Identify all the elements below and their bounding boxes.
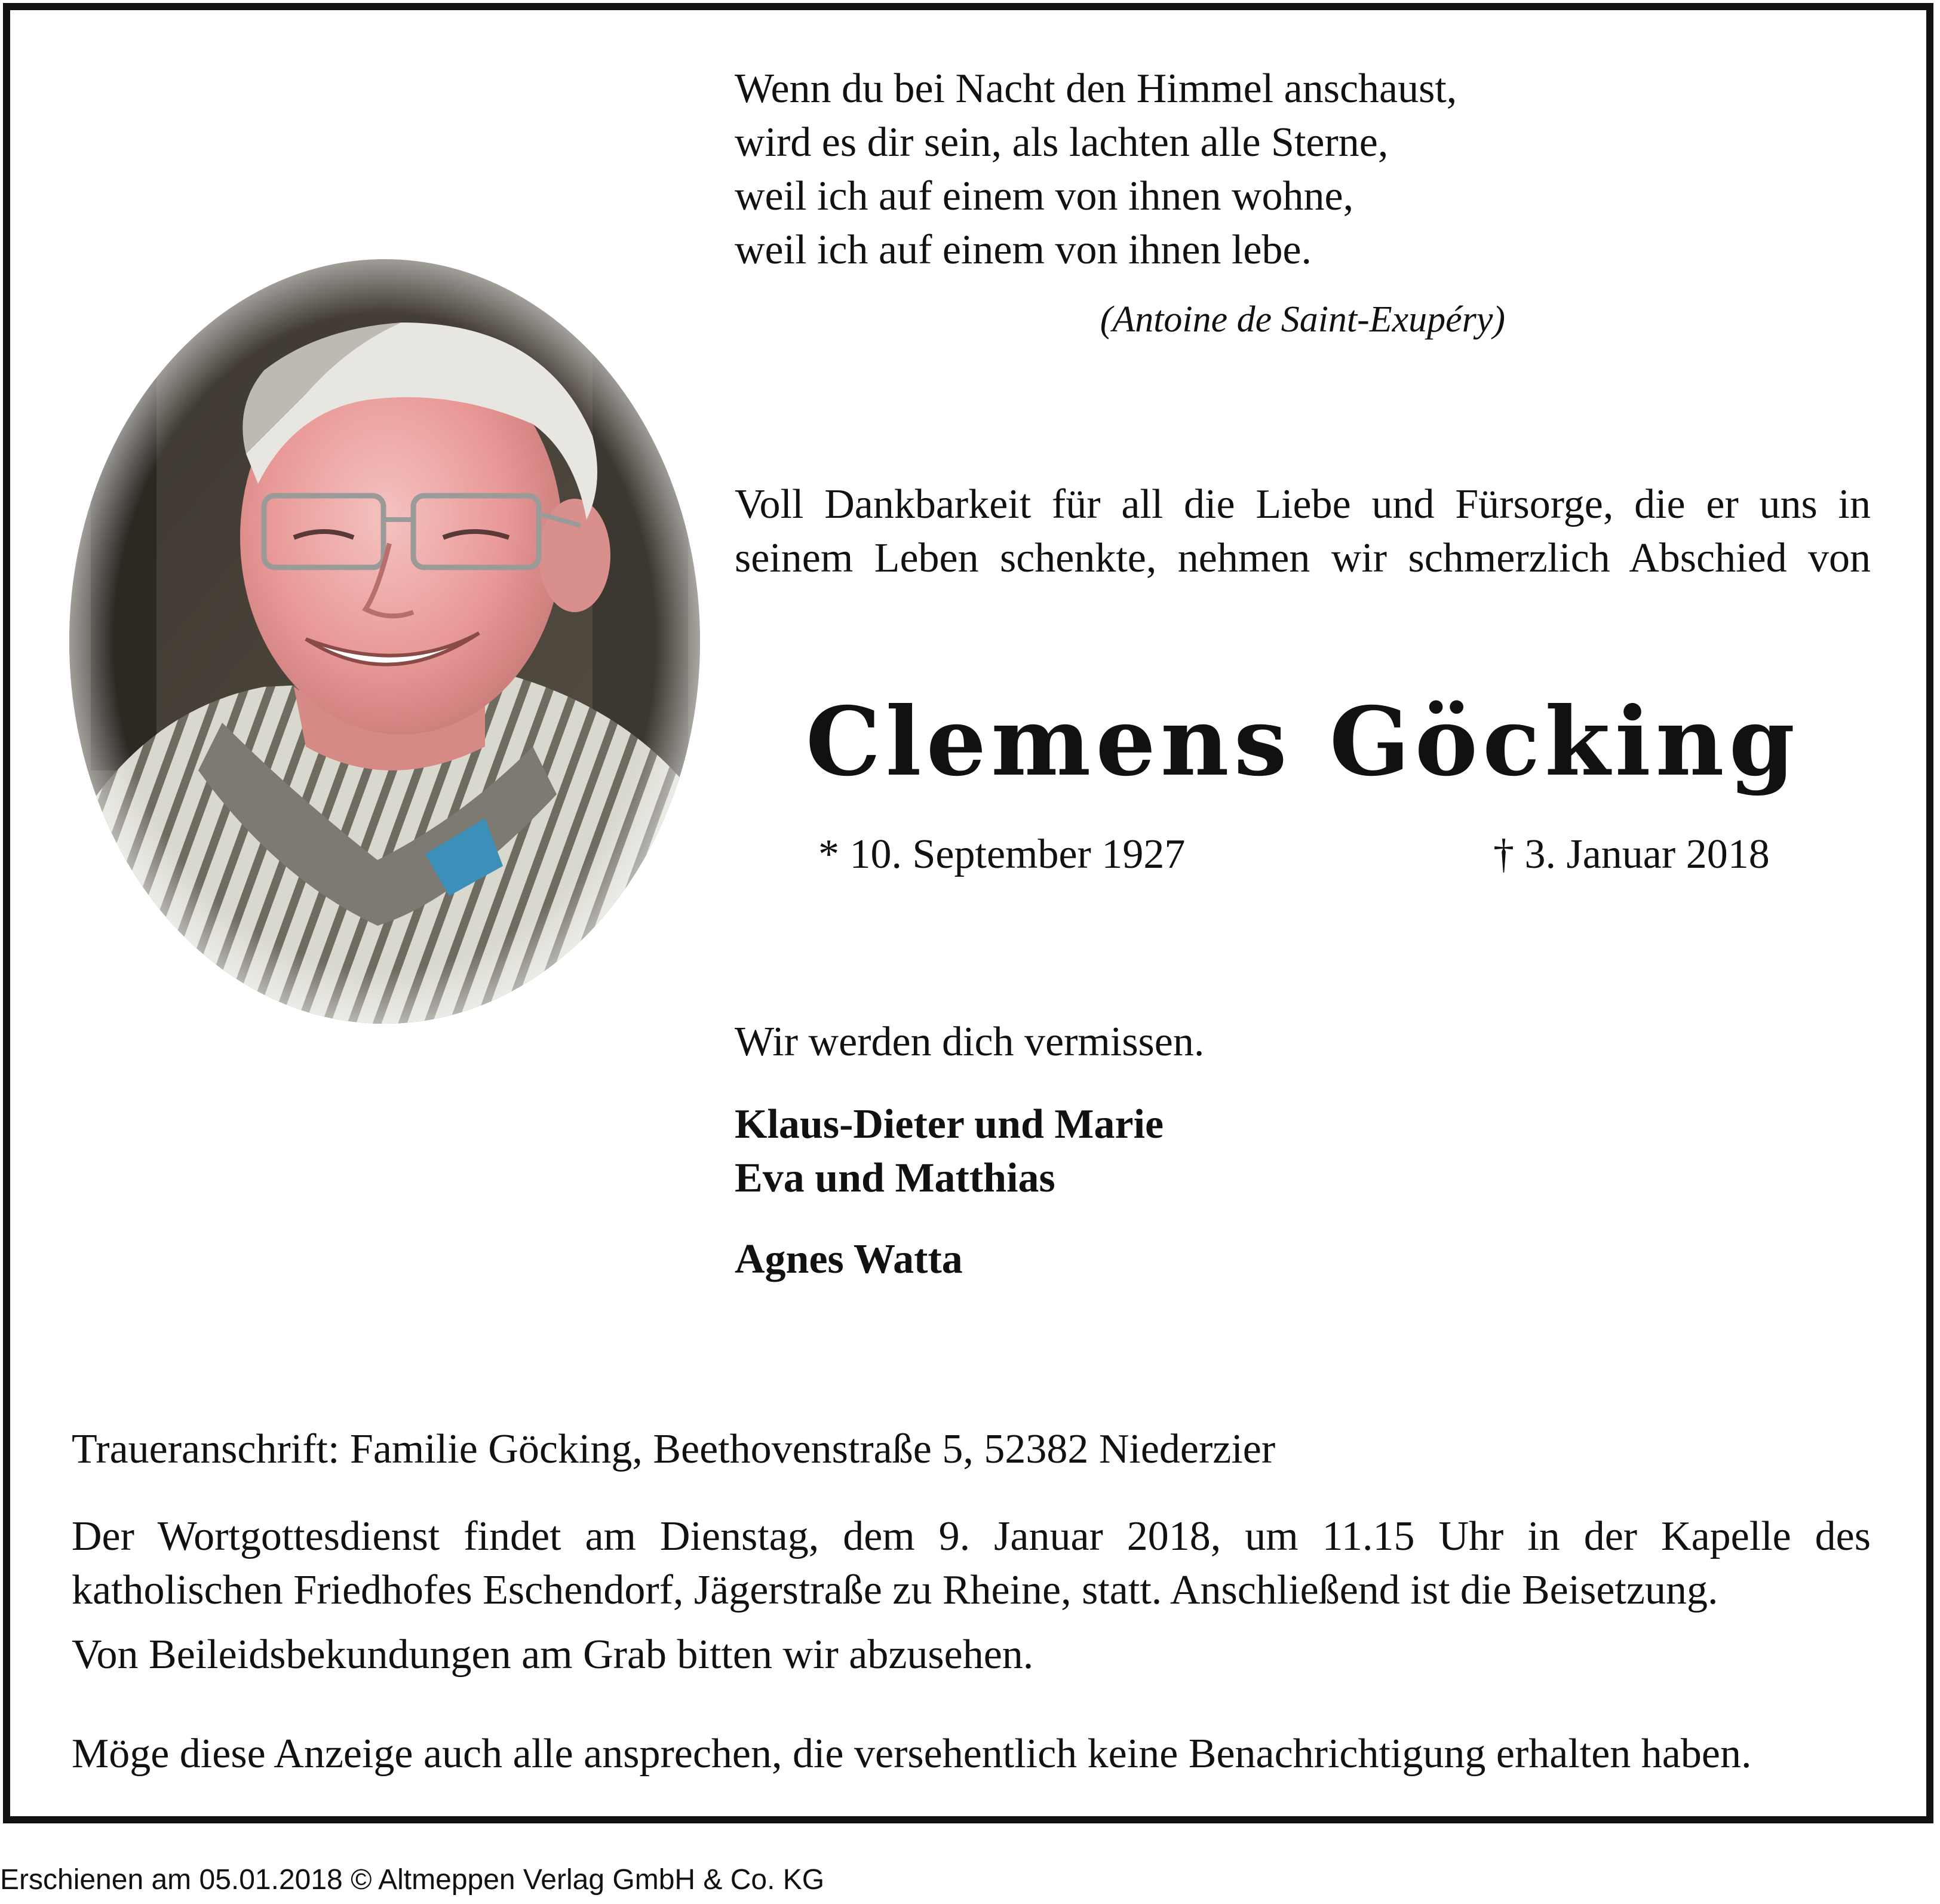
mourner-name: Agnes Watta xyxy=(735,1236,963,1282)
death-date: † 3. Januar 2018 xyxy=(1493,831,1770,877)
quote-line: wird es dir sein, als lachten alle Sterne, xyxy=(735,119,1389,165)
quote-line: Wenn du bei Nacht den Himmel anschaust, xyxy=(735,66,1457,112)
mourner-name: Eva und Matthias xyxy=(735,1155,1055,1201)
gratitude-text: Voll Dankbarkeit für all die Liebe und Fürsorge, die er uns in seinem Leben schenkte, nehmen wir schmerzlich Abschied von xyxy=(735,481,1871,581)
quote-line: weil ich auf einem von ihnen lebe. xyxy=(735,227,1312,273)
poem-quote xyxy=(735,62,1457,277)
publication-footer: Erschienen am 05.01.2018 © Altmeppen Verlag GmbH & Co. KG xyxy=(0,1864,825,1896)
mourning-address: Traueranschrift: Familie Göcking, Beethovenstraße 5, 52382 Niederzier xyxy=(72,1426,1276,1472)
quote-author: (Antoine de Saint-Exupéry) xyxy=(1100,299,1505,340)
mourners-list xyxy=(735,1098,1164,1205)
condolence-note: Von Beileidsbekundungen am Grab bitten wir abzusehen. xyxy=(72,1632,1034,1678)
closing-line: Wir werden dich vermissen. xyxy=(735,1019,1205,1065)
deceased-name: Clemens Göcking xyxy=(805,687,1800,797)
service-details: Der Wortgottesdienst findet am Dienstag, dem 9. Januar 2018, um 11.15 Uhr in der Kapelle des katholischen Friedhofes Eschendorf, Jägerstraße zu Rheine, statt. Anschließend ist die Beisetzung. xyxy=(72,1513,1871,1613)
birth-date: * 10. September 1927 xyxy=(818,831,1186,877)
notice-text: Möge diese Anzeige auch alle ansprechen, die versehentlich keine Benachrichtigung erhalten haben. xyxy=(72,1731,1752,1777)
quote-line: weil ich auf einem von ihnen wohne, xyxy=(735,173,1354,219)
portrait-photo xyxy=(67,257,703,1026)
mourner-name: Klaus-Dieter und Marie xyxy=(735,1101,1164,1147)
